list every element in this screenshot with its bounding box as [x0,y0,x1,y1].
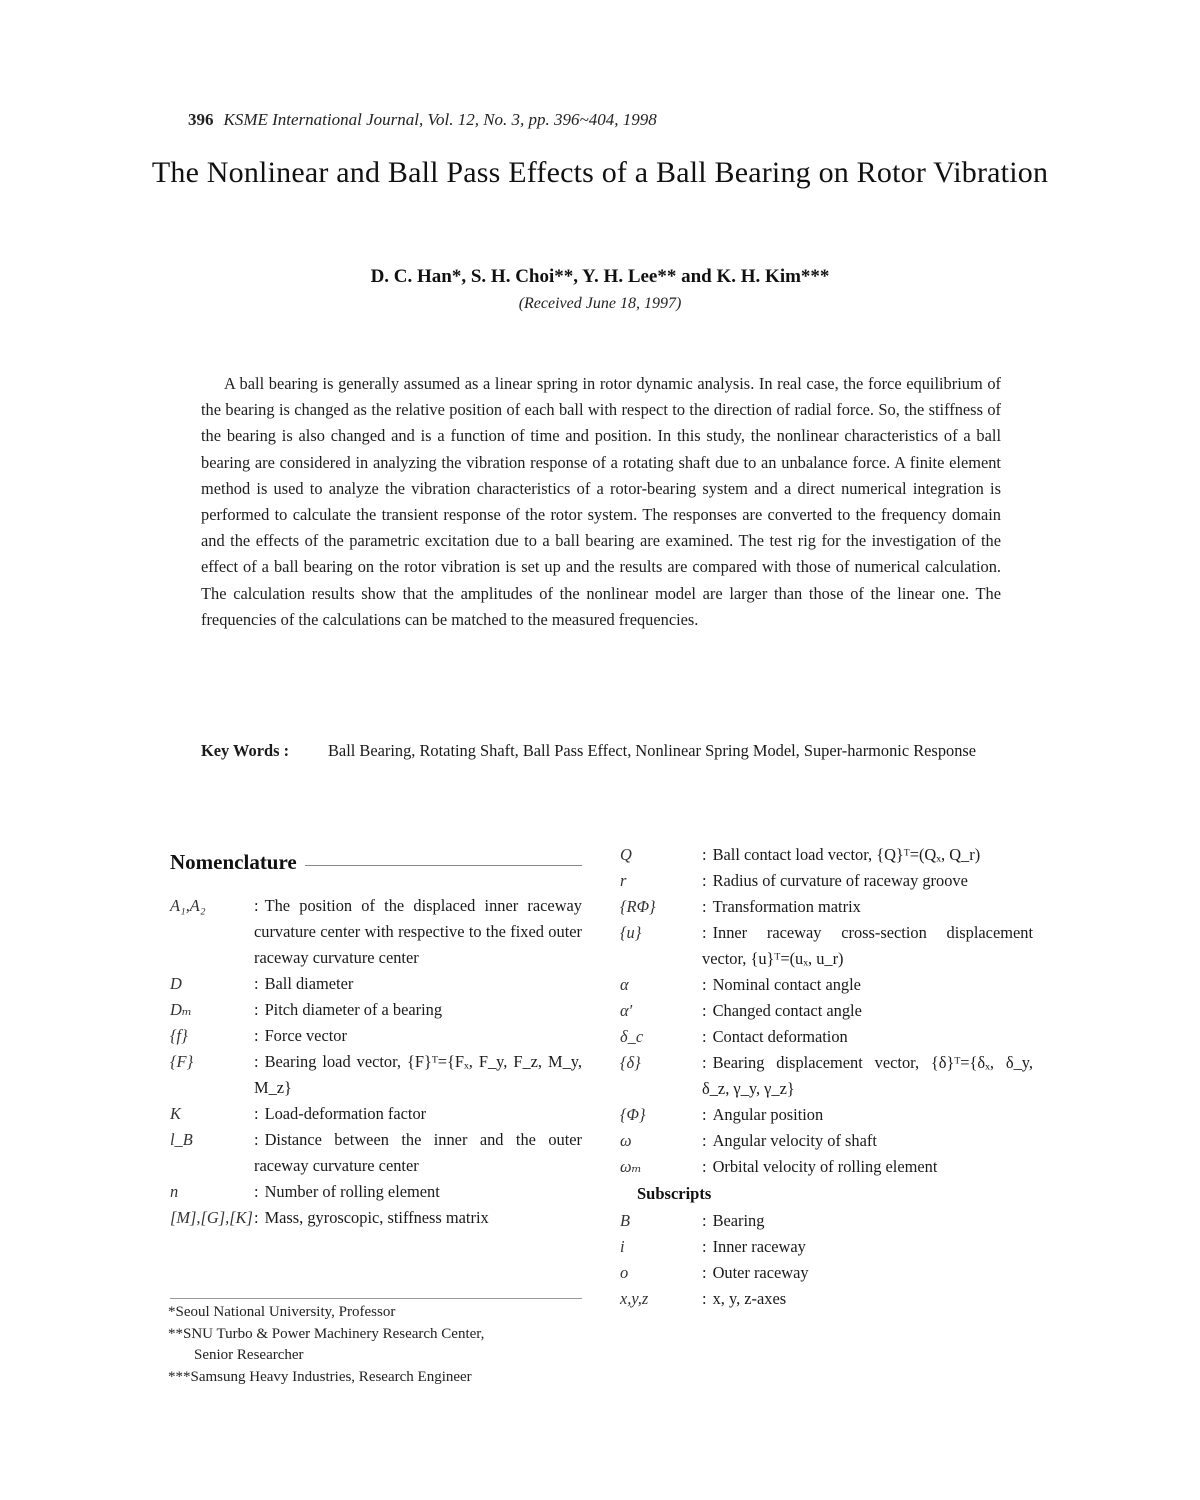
running-header [188,110,657,130]
definition: : Pitch diameter of a bearing [254,997,582,1023]
definition: : Outer raceway [702,1260,1033,1286]
nomenclature-right-column [620,842,1033,1312]
nomenclature-entry [170,1205,582,1231]
nomenclature-entry [170,1023,582,1049]
footnote-1: *Seoul National University, Professor [168,1304,396,1320]
symbol: ω [620,1131,632,1150]
symbol: D [170,974,182,993]
nomenclature-entry [170,1049,582,1101]
subscript-entry [620,1234,1033,1260]
subscript-entry [620,1208,1033,1234]
symbol: [M],[G],[K] [170,1208,253,1227]
symbol: r [620,871,627,890]
nomenclature-entry [170,893,582,971]
definition: : Bearing load vector, {F}ᵀ={Fₓ, F_y, F_z, M_y, M_z} [254,1049,582,1101]
symbol: δ_c [620,1027,644,1046]
symbol: A₁,A₂ [170,896,206,915]
nomenclature-entry [170,971,582,997]
nomenclature-entry [620,1102,1033,1128]
subscript-entry [620,1286,1033,1312]
footnotes [168,1302,588,1388]
author-list: D. C. Han*, S. H. Choi**, Y. H. Lee** and K. H. Kim*** [370,266,830,287]
definition: : Nominal contact angle [702,972,1033,998]
paper-title: The Nonlinear and Ball Pass Effects of a Ball Bearing on Rotor Vibration [151,156,1049,189]
nomenclature-entry [170,1101,582,1127]
symbol: α [620,975,629,994]
symbol: Q [620,845,632,864]
nomenclature-title: Nomenclature [170,850,297,874]
nomenclature-entry [620,998,1033,1024]
received-date: (Received June 18, 1997) [518,295,682,312]
definition: : Radius of curvature of raceway groove [702,868,1033,894]
definition: : Orbital velocity of rolling element [702,1154,1033,1180]
keywords-label: Key Words : [201,741,290,760]
symbol: n [170,1182,179,1201]
nomenclature-entry [170,1127,582,1179]
definition: : Angular position [702,1102,1033,1128]
definition: : The position of the displaced inner raceway curvature center with respective to the fixed outer raceway curvature center [254,893,582,971]
definition: : Distance between the inner and the outer raceway curvature center [254,1127,582,1179]
definition: : Ball contact load vector, {Q}ᵀ=(Qₓ, Q_r) [702,842,1033,868]
symbol: {Φ} [620,1105,646,1124]
definition: : Force vector [254,1023,582,1049]
nomenclature-entry [620,1024,1033,1050]
nomenclature-entry [620,1154,1033,1180]
definition: : Bearing [702,1208,1033,1234]
symbol: α′ [620,1001,633,1020]
definition: : Load-deformation factor [254,1101,582,1127]
symbol: B [620,1211,631,1230]
symbol: K [170,1104,181,1123]
footnote-2-continued: Senior Researcher [194,1347,304,1363]
nomenclature-entry [170,1179,582,1205]
nomenclature-rule [305,865,582,866]
nomenclature-heading [170,850,582,875]
definition: : Transformation matrix [702,894,1033,920]
subscripts-heading: Subscripts [637,1184,712,1203]
nomenclature-entry [620,1128,1033,1154]
symbol: {δ} [620,1053,641,1072]
journal-citation: KSME International Journal, Vol. 12, No. 3, pp. 396~404, 1998 [223,110,657,129]
footnote-3: ***Samsung Heavy Industries, Research Engineer [168,1368,472,1385]
definition: : x, y, z-axes [702,1286,1033,1312]
symbol: i [620,1237,625,1256]
nomenclature-entry [620,920,1033,972]
definition: : Number of rolling element [254,1179,582,1205]
definition: : Mass, gyroscopic, stiffness matrix [254,1205,582,1231]
definition: : Angular velocity of shaft [702,1128,1033,1154]
symbol: o [620,1263,629,1282]
definition: : Inner raceway cross-section displacement vector, {u}ᵀ=(uₓ, u_r) [702,920,1033,972]
keywords [201,738,1001,764]
nomenclature-entry [620,894,1033,920]
definition: : Ball diameter [254,971,582,997]
symbol: Dₘ [170,1000,192,1019]
nomenclature-entry [620,868,1033,894]
footnote-2: **SNU Turbo & Power Machinery Research Center, [168,1325,485,1342]
footnote-rule [170,1298,582,1299]
nomenclature-entry [620,972,1033,998]
symbol: {RΦ} [620,897,656,916]
definition: : Inner raceway [702,1234,1033,1260]
symbol: l_B [170,1130,193,1149]
definition: : Bearing displacement vector, {δ}ᵀ={δₓ, δ_y, δ_z, γ_y, γ_z} [702,1050,1033,1102]
nomenclature-entry [620,842,1033,868]
definition: : Contact deformation [702,1024,1033,1050]
keywords-text: Ball Bearing, Rotating Shaft, Ball Pass Effect, Nonlinear Spring Model, Super-harmonic Response [328,741,977,760]
nomenclature-entry [170,997,582,1023]
symbol: x,y,z [620,1289,649,1308]
nomenclature-entry [620,1050,1033,1102]
nomenclature-left-column [170,893,582,1231]
symbol: {u} [620,923,642,942]
symbol: ωₘ [620,1157,642,1176]
page-number: 396 [188,110,214,129]
subscript-entry [620,1260,1033,1286]
symbol: {F} [170,1052,194,1071]
abstract: A ball bearing is generally assumed as a linear spring in rotor dynamic analysis. In real case, the force equilibrium of the bearing is changed as the relative position of each ball with respect to the direction of radial force. So, the stiffness of the bearing is also changed and is a function of time and position. In this study, the nonlinear characteristics of a ball bearing are considered in analyzing the vibration response of a rotating shaft due to an unbalance force. A finite element method is used to analyze the vibration characteristics of a rotor-bearing system and a direct numerical integration is performed to calculate the transient response of the rotor system. The responses are converted to the frequency domain and the effects of the parametric excitation due to a ball bearing are examined. The test rig for the investigation of the effect of a ball bearing on the rotor vibration is set up and the results are compared with those of numerical calculation. The calculation results show that the amplitudes of the nonlinear model are larger than those of the linear one. The frequencies of the calculations can be matched to the measured frequencies. [201,374,1001,629]
symbol: {f} [170,1026,188,1045]
definition: : Changed contact angle [702,998,1033,1024]
